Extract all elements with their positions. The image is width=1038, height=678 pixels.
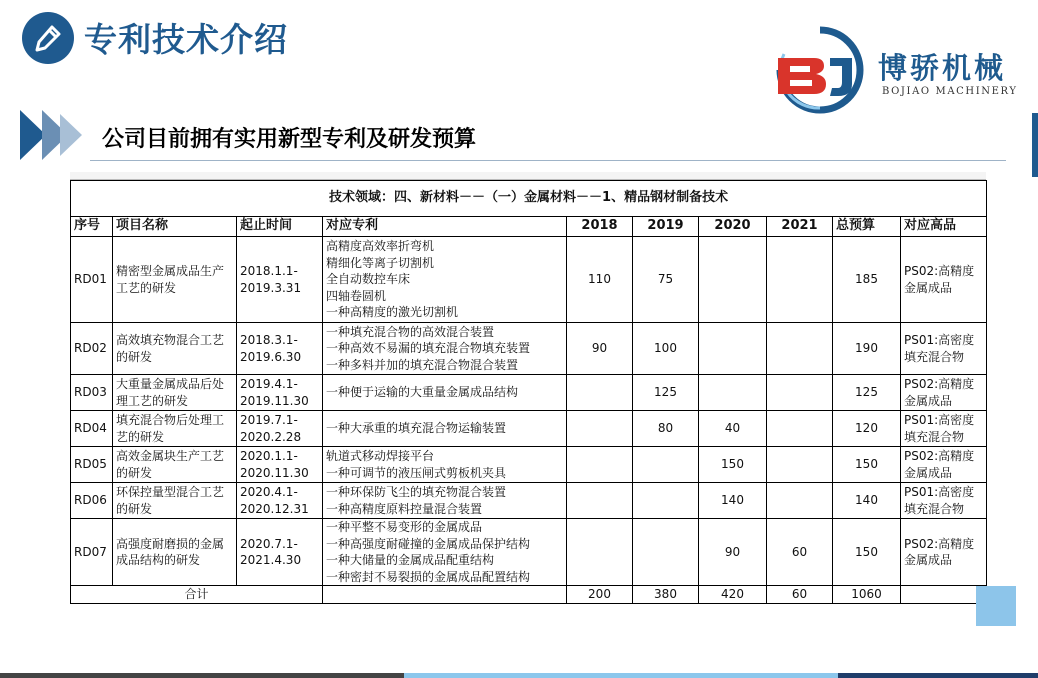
budget-total: 185 (833, 237, 901, 323)
budget-total: 150 (833, 519, 901, 586)
project-period: 2020.1.1-2020.11.30 (237, 447, 323, 483)
patent-list (323, 375, 567, 411)
patent-item: 全自动数控车床 (326, 272, 411, 287)
budget-2021 (767, 375, 833, 411)
patent-list (323, 323, 567, 375)
target-product: PS01:高密度填充混合物 (901, 411, 987, 447)
budget-total: 150 (833, 447, 901, 483)
col-header: 项目名称 (113, 217, 237, 237)
col-header: 2020 (699, 217, 767, 237)
footer-bar-light (404, 673, 838, 678)
row-id: RD01 (71, 237, 113, 323)
budget-2020: 40 (699, 411, 767, 447)
col-header: 2018 (567, 217, 633, 237)
table-row (71, 375, 987, 411)
total-2019: 380 (633, 586, 699, 604)
patent-list (323, 519, 567, 586)
decorative-square (976, 586, 1016, 626)
sheet-header-strip (70, 172, 986, 180)
edge-accent-bar (1032, 113, 1038, 177)
logo-name-cn: 博骄机械 (878, 51, 1007, 85)
budget-2018 (567, 411, 633, 447)
total-2018: 200 (567, 586, 633, 604)
section-subtitle: 公司目前拥有实用新型专利及研发预算 (102, 127, 477, 152)
patent-item: 一种高效不易漏的填充混合物填充装置 (326, 341, 531, 356)
project-name: 精密型金属成品生产工艺的研发 (113, 237, 237, 323)
budget-total: 125 (833, 375, 901, 411)
col-header: 总预算 (833, 217, 901, 237)
table-row (71, 483, 987, 519)
row-id: RD04 (71, 411, 113, 447)
budget-2020 (699, 323, 767, 375)
total-2020: 420 (699, 586, 767, 604)
budget-2018 (567, 519, 633, 586)
budget-2020 (699, 375, 767, 411)
row-id: RD05 (71, 447, 113, 483)
project-period: 2020.4.1-2020.12.31 (237, 483, 323, 519)
budget-2018: 90 (567, 323, 633, 375)
patent-item: 一种可调节的液压闸式剪板机夹具 (326, 465, 507, 480)
budget-2019 (633, 519, 699, 586)
footer-bar-blue (838, 673, 1038, 678)
col-header: 2021 (767, 217, 833, 237)
total-row (71, 586, 987, 604)
col-header: 起止时间 (237, 217, 323, 237)
patent-item: 精细化等离子切割机 (326, 255, 435, 270)
table-row (71, 447, 987, 483)
table-row (71, 323, 987, 375)
project-name: 高效填充物混合工艺的研发 (113, 323, 237, 375)
project-name: 高强度耐磨损的金属成品结构的研发 (113, 519, 237, 586)
page-title: 专利技术介绍 (84, 20, 288, 59)
company-logo (772, 24, 1022, 116)
subtitle-divider (90, 160, 1006, 161)
bj-logo-mark-icon (772, 24, 868, 114)
patent-item: 一种环保防飞尘的填充物混合装置 (326, 485, 507, 499)
patent-item: 一种高精度原料控量混合装置 (326, 501, 483, 516)
budget-2021 (767, 411, 833, 447)
patent-item: 四轴卷圆机 (326, 288, 387, 303)
budget-2019 (633, 483, 699, 519)
domain-row (71, 181, 987, 217)
patent-item: 一种密封不易裂损的金属成品配置结构 (326, 569, 531, 584)
total-product-blank (901, 586, 987, 604)
project-period: 2020.7.1-2021.4.30 (237, 519, 323, 586)
budget-total: 120 (833, 411, 901, 447)
patent-sheet (70, 172, 986, 602)
patent-list (323, 237, 567, 323)
project-period: 2019.4.1-2019.11.30 (237, 375, 323, 411)
total-2021: 60 (767, 586, 833, 604)
patent-item: 一种多料并加的填充混合物混合装置 (326, 357, 519, 372)
double-arrow-icon (20, 110, 84, 160)
project-name: 高效金属块生产工艺的研发 (113, 447, 237, 483)
budget-2021 (767, 483, 833, 519)
budget-2020: 150 (699, 447, 767, 483)
patent-budget-table (70, 180, 987, 604)
patent-list (323, 483, 567, 519)
patent-item: 一种平整不易变形的金属成品 (326, 520, 483, 534)
patent-item: 一种大承重的填充混合物运输装置 (326, 421, 507, 436)
budget-2019: 80 (633, 411, 699, 447)
patent-item: 一种大储量的金属成品配重结构 (326, 553, 495, 567)
budget-2019: 125 (633, 375, 699, 411)
budget-total: 140 (833, 483, 901, 519)
logo-name-en: BOJIAO MACHINERY (882, 86, 1018, 97)
budget-2020 (699, 237, 767, 323)
row-id: RD06 (71, 483, 113, 519)
patent-list (323, 411, 567, 447)
row-id: RD02 (71, 323, 113, 375)
footer-bar-dark (0, 673, 404, 678)
col-header: 对应专利 (323, 217, 567, 237)
patent-item: 一种高精度的激光切割机 (326, 305, 459, 320)
total-sum: 1060 (833, 586, 901, 604)
budget-2018: 110 (567, 237, 633, 323)
row-id: RD07 (71, 519, 113, 586)
col-header: 序号 (71, 217, 113, 237)
target-product: PS01:高密度填充混合物 (901, 483, 987, 519)
budget-2018 (567, 447, 633, 483)
budget-2019: 100 (633, 323, 699, 375)
patent-item: 一种便于运输的大重量金属成品结构 (326, 385, 519, 400)
patent-list (323, 447, 567, 483)
project-period: 2018.3.1-2019.6.30 (237, 323, 323, 375)
target-product: PS02:高精度金属成品 (901, 519, 987, 586)
project-name: 填充混合物后处理工艺的研发 (113, 411, 237, 447)
patent-item: 一种高强度耐碰撞的金属成品保护结构 (326, 536, 531, 551)
budget-total: 190 (833, 323, 901, 375)
project-period: 2019.7.1-2020.2.28 (237, 411, 323, 447)
project-period: 2018.1.1-2019.3.31 (237, 237, 323, 323)
target-product: PS02:高精度金属成品 (901, 447, 987, 483)
project-name: 大重量金属成品后处理工艺的研发 (113, 375, 237, 411)
patent-item: 轨道式移动焊接平台 (326, 449, 435, 463)
table-row (71, 411, 987, 447)
budget-2021 (767, 237, 833, 323)
table-row (71, 237, 987, 323)
target-product: PS02:高精度金属成品 (901, 375, 987, 411)
col-header: 对应高品 (901, 217, 987, 237)
pen-badge-icon (22, 12, 74, 64)
domain-title: 技术领域：四、新材料－－（一）金属材料－－1、精品钢材制备技术 (71, 181, 987, 217)
budget-2021 (767, 447, 833, 483)
budget-2019 (633, 447, 699, 483)
target-product: PS01:高密度填充混合物 (901, 323, 987, 375)
row-id: RD03 (71, 375, 113, 411)
budget-2018 (567, 483, 633, 519)
total-label: 合计 (71, 586, 323, 604)
total-patent-blank (323, 586, 567, 604)
budget-2020: 90 (699, 519, 767, 586)
col-header: 2019 (633, 217, 699, 237)
budget-2021: 60 (767, 519, 833, 586)
budget-2019: 75 (633, 237, 699, 323)
table-row (71, 519, 987, 586)
budget-2021 (767, 323, 833, 375)
patent-item: 一种填充混合物的高效混合装置 (326, 324, 495, 339)
header-row (71, 217, 987, 237)
budget-2020: 140 (699, 483, 767, 519)
target-product: PS02:高精度金属成品 (901, 237, 987, 323)
budget-2018 (567, 375, 633, 411)
patent-item: 高精度高效率折弯机 (326, 239, 435, 254)
project-name: 环保控量型混合工艺的研发 (113, 483, 237, 519)
